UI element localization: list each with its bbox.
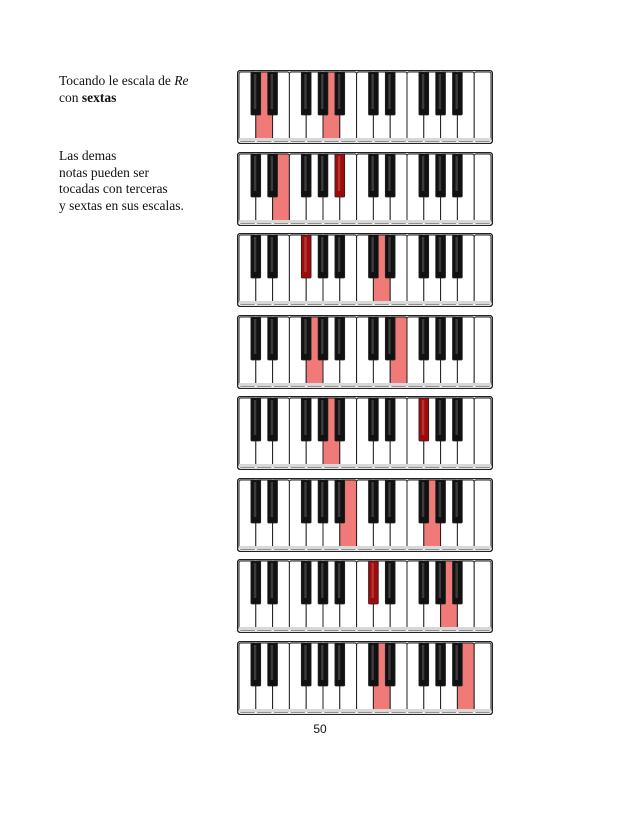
black-key-shine [321, 74, 323, 109]
black-key-shine [254, 237, 256, 272]
black-key-shine [271, 563, 273, 598]
black-key-shine [455, 237, 457, 272]
black-key-shine [371, 74, 373, 109]
black-key-shine [254, 645, 256, 680]
piano-keyboard-svg [237, 478, 493, 552]
piano-keyboard [237, 396, 493, 470]
piano-keyboard-svg [237, 396, 493, 470]
page-number: 50 [313, 722, 327, 736]
note-line: y sextas en sus escalas. [59, 197, 184, 213]
black-key-shine [388, 400, 390, 435]
black-key-shine [304, 563, 306, 598]
black-key-shine [422, 400, 424, 435]
white-key [474, 317, 491, 386]
black-key-shine [321, 563, 323, 598]
black-key-shine [422, 319, 424, 354]
black-key-shine [455, 319, 457, 354]
piano-keyboard-svg [237, 559, 493, 633]
black-key-shine [388, 156, 390, 191]
black-key-shine [271, 156, 273, 191]
black-key-shine [439, 400, 441, 435]
black-key-shine [321, 237, 323, 272]
black-key-shine [271, 482, 273, 517]
keyboard-shadow [239, 220, 491, 223]
black-key-shine [338, 237, 340, 272]
piano-keyboard [237, 70, 493, 144]
black-key-shine [388, 237, 390, 272]
keyboard-shadow [239, 383, 491, 386]
heading-line-2 [59, 90, 189, 107]
white-key [474, 480, 491, 549]
interval-name: sextas [81, 89, 117, 105]
keyboard-shadow [239, 709, 491, 712]
black-key-shine [321, 156, 323, 191]
black-key-shine [304, 156, 306, 191]
piano-keyboard-svg [237, 641, 493, 715]
keyboard-shadow [239, 464, 491, 467]
black-key-shine [338, 400, 340, 435]
heading-block [59, 73, 189, 106]
black-key-shine [388, 319, 390, 354]
black-key-shine [304, 237, 306, 272]
white-key [474, 561, 491, 630]
black-key-shine [439, 74, 441, 109]
black-key-shine [338, 319, 340, 354]
black-key-shine [455, 156, 457, 191]
black-key-shine [271, 319, 273, 354]
keyboard-shadow [239, 138, 491, 141]
black-key-shine [304, 645, 306, 680]
piano-keyboard-svg [237, 152, 493, 226]
black-key-shine [388, 645, 390, 680]
black-key-shine [422, 645, 424, 680]
white-key [474, 72, 491, 141]
black-key-shine [371, 319, 373, 354]
piano-keyboard-svg [237, 233, 493, 307]
black-key-shine [271, 237, 273, 272]
black-key-shine [321, 482, 323, 517]
black-key-shine [371, 563, 373, 598]
piano-keyboard-svg [237, 70, 493, 144]
black-key-shine [338, 482, 340, 517]
note-line: tocadas con terceras [59, 181, 168, 196]
white-key [474, 235, 491, 304]
black-key-shine [422, 156, 424, 191]
black-key-shine [338, 563, 340, 598]
black-key-shine [254, 319, 256, 354]
black-key-shine [455, 400, 457, 435]
black-key-shine [304, 400, 306, 435]
black-key-shine [422, 482, 424, 517]
black-key-shine [304, 482, 306, 517]
note-paragraph [59, 148, 184, 214]
black-key-shine [371, 645, 373, 680]
black-key-shine [371, 482, 373, 517]
keyboard-shadow [239, 546, 491, 549]
piano-keyboard-svg [237, 315, 493, 389]
black-key-shine [455, 482, 457, 517]
heading-prefix-2: con [59, 89, 82, 105]
key-name: Re [174, 73, 189, 88]
black-key-shine [338, 74, 340, 109]
black-key-shine [439, 237, 441, 272]
black-key-shine [254, 156, 256, 191]
black-key-shine [321, 645, 323, 680]
black-key-shine [321, 400, 323, 435]
piano-keyboard [237, 233, 493, 307]
keyboard-shadow [239, 301, 491, 304]
black-key-shine [321, 319, 323, 354]
black-key-shine [455, 645, 457, 680]
black-key-shine [422, 237, 424, 272]
note-line: Las demas [59, 148, 117, 163]
piano-keyboard [237, 315, 493, 389]
black-key-shine [422, 74, 424, 109]
black-key-shine [371, 237, 373, 272]
piano-keyboard [237, 478, 493, 552]
black-key-shine [439, 482, 441, 517]
black-key-shine [254, 563, 256, 598]
black-key-shine [254, 482, 256, 517]
black-key-shine [422, 563, 424, 598]
heading-line-1 [59, 73, 189, 90]
black-key-shine [439, 319, 441, 354]
white-key [474, 398, 491, 467]
white-key [474, 154, 491, 223]
black-key-shine [254, 74, 256, 109]
heading-prefix: Tocando le escala de [59, 73, 175, 88]
black-key-shine [388, 482, 390, 517]
black-key-shine [371, 400, 373, 435]
black-key-shine [304, 319, 306, 354]
black-key-shine [271, 400, 273, 435]
black-key-shine [254, 400, 256, 435]
black-key-shine [271, 645, 273, 680]
white-key [474, 643, 491, 712]
black-key-shine [304, 74, 306, 109]
note-line: notas pueden ser [59, 164, 149, 180]
piano-keyboard [237, 641, 493, 715]
piano-keyboard [237, 559, 493, 633]
black-key-shine [388, 74, 390, 109]
black-key-shine [439, 156, 441, 191]
black-key-shine [271, 74, 273, 109]
black-key-shine [388, 563, 390, 598]
black-key-shine [455, 74, 457, 109]
black-key-shine [371, 156, 373, 191]
black-key-shine [455, 563, 457, 598]
keyboard-shadow [239, 627, 491, 630]
black-key-shine [338, 645, 340, 680]
black-key-shine [439, 645, 441, 680]
black-key-shine [338, 156, 340, 191]
black-key-shine [439, 563, 441, 598]
piano-keyboard [237, 152, 493, 226]
